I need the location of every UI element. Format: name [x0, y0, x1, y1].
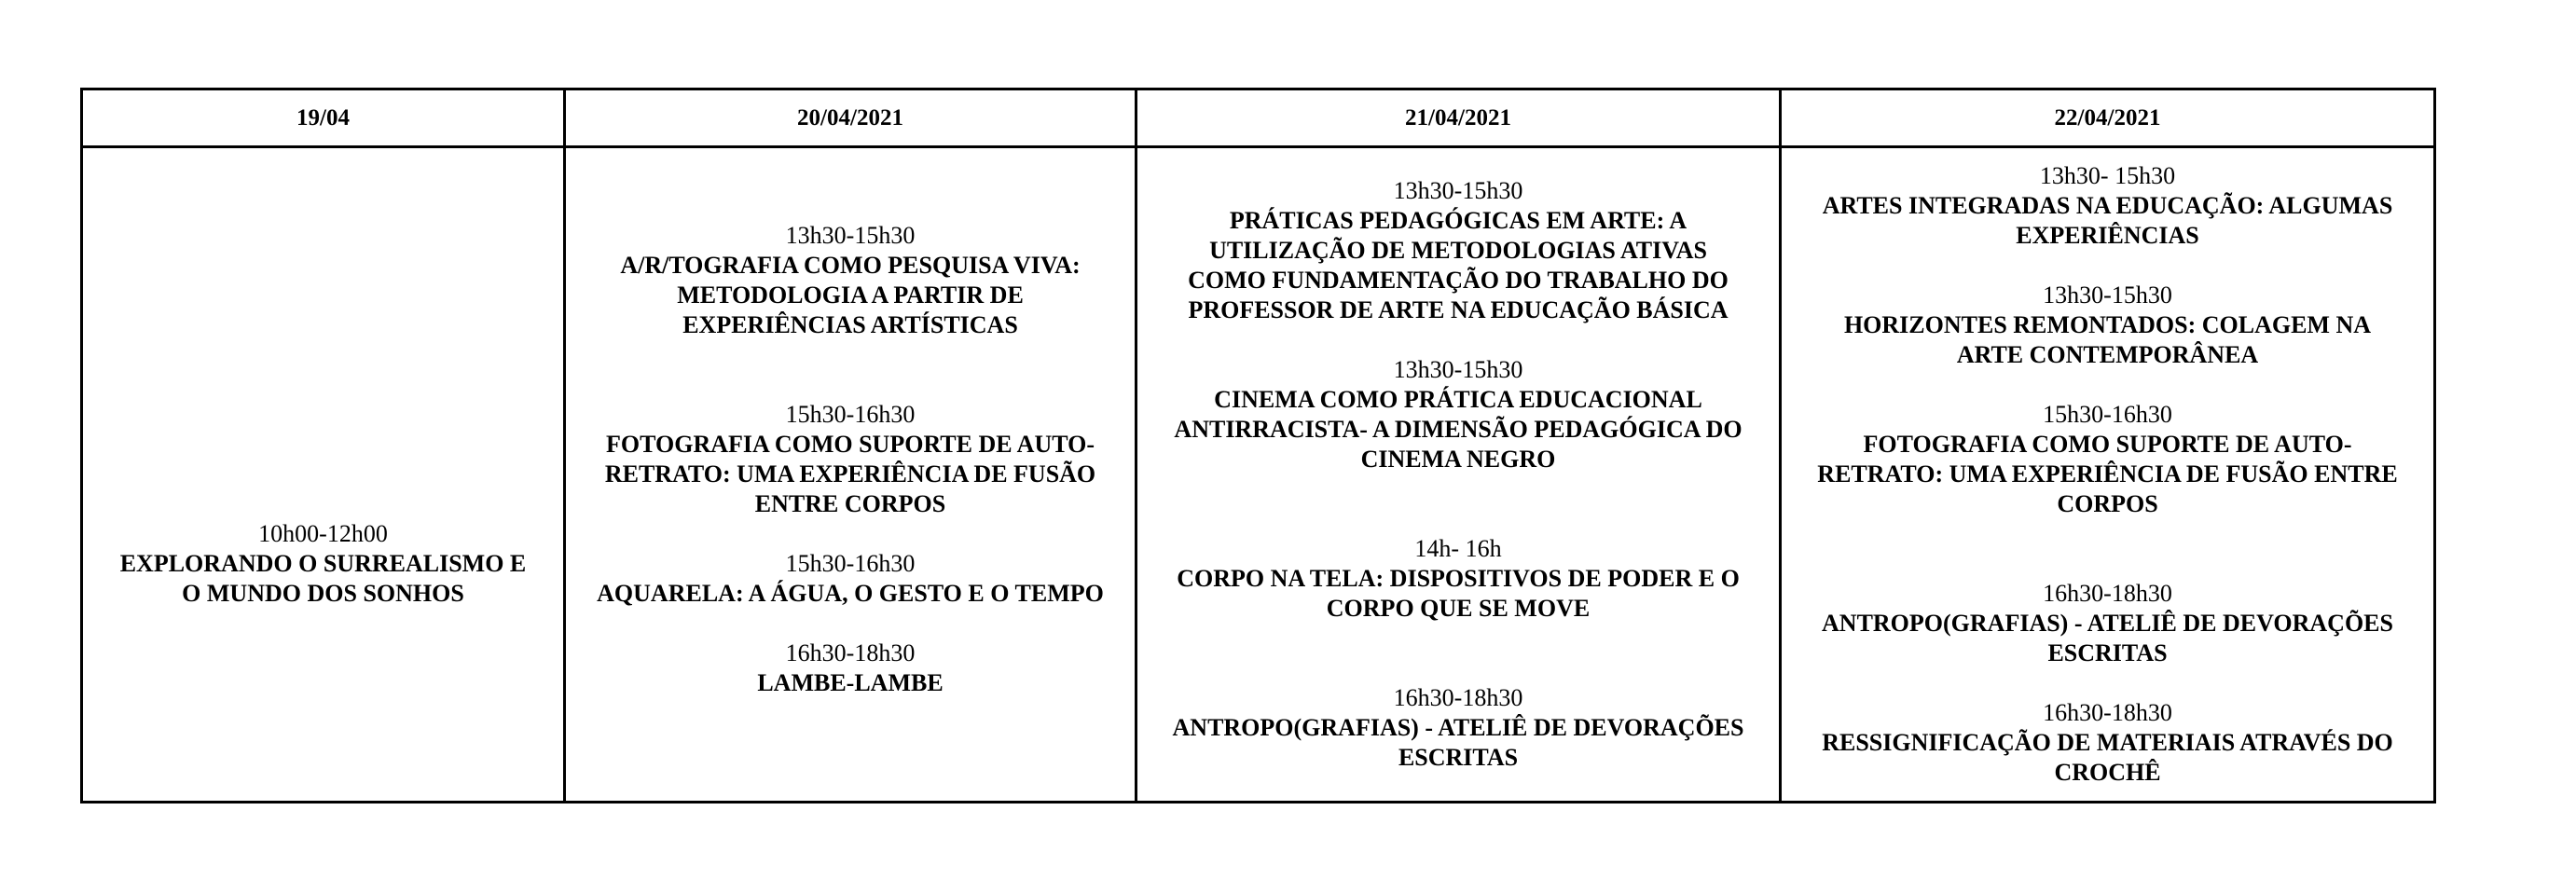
header-date-20-04-2021: 20/04/2021: [797, 104, 903, 130]
session-entry: [1137, 534, 1779, 624]
session-time: 13h30-15h30: [785, 222, 916, 249]
session-entry: [1137, 355, 1779, 474]
session-title: PRÁTICAS PEDAGÓGICAS EM ARTE: A UTILIZAÇÃO DE METODOLOGIAS ATIVAS COMO FUNDAMENTAÇÃO DO TRABALHO DO PROFESSOR DE ARTE NA EDUCAÇÃO BÁSICA: [1188, 207, 1729, 323]
session-title: A/R/TOGRAFIA COMO PESQUISA VIVA: METODOLOGIA A PARTIR DE EXPERIÊNCIAS ARTÍSTICAS: [620, 252, 1081, 338]
session-title: FOTOGRAFIA COMO SUPORTE DE AUTO- RETRATO: UMA EXPERIÊNCIA DE FUSÃO ENTRE CORPOS: [604, 431, 1096, 517]
session-title: EXPLORANDO O SURREALISMO E O MUNDO DOS SONHOS: [119, 550, 527, 607]
session-time: 13h30-15h30: [2043, 282, 2172, 309]
header-date-22-04-2021: 22/04/2021: [2054, 104, 2161, 130]
day-column-21-04-2021: [1137, 148, 1779, 801]
session-title: ARTES INTEGRADAS NA EDUCAÇÃO: ALGUMAS EXPERIÊNCIAS: [1822, 192, 2393, 249]
session-time: 13h30-15h30: [1393, 177, 1523, 204]
session-time: 16h30-18h30: [2043, 699, 2172, 726]
day-column-19-04: [83, 148, 563, 801]
session-time: 13h30- 15h30: [2039, 162, 2176, 189]
session-time: 16h30-18h30: [2043, 580, 2172, 607]
session-time: 13h30-15h30: [1393, 356, 1523, 383]
session-title: RESSIGNIFICAÇÃO DE MATERIAIS ATRAVÉS DO CROCHÊ: [1822, 729, 2393, 786]
header-date-21-04-2021: 21/04/2021: [1405, 104, 1511, 130]
session-title: ANTROPO(GRAFIAS) - ATELIÊ DE DEVORAÇÕES ESCRITAS: [1172, 714, 1744, 771]
session-entry: [1782, 400, 2433, 519]
session-time: 14h- 16h: [1414, 535, 1502, 562]
session-time: 15h30-16h30: [2043, 401, 2172, 428]
session-time: 10h00-12h00: [258, 520, 388, 547]
session-entry: [566, 400, 1135, 519]
session-time: 16h30-18h30: [785, 639, 916, 666]
session-title: FOTOGRAFIA COMO SUPORTE DE AUTO- RETRATO: UMA EXPERIÊNCIA DE FUSÃO ENTRE CORPOS: [1817, 431, 2398, 517]
header-date-19-04: 19/04: [296, 104, 350, 130]
session-entry: [1782, 698, 2433, 788]
session-entry: [83, 519, 563, 609]
header-row: [83, 90, 2433, 148]
session-entry: [566, 549, 1135, 609]
session-title: ANTROPO(GRAFIAS) - ATELIÊ DE DEVORAÇÕES ESCRITAS: [1822, 610, 2393, 666]
session-entry: [1137, 683, 1779, 773]
session-title: AQUARELA: A ÁGUA, O GESTO E O TEMPO: [597, 580, 1104, 607]
session-entry: [566, 221, 1135, 340]
session-entry: [1137, 176, 1779, 325]
session-entry: [1782, 579, 2433, 668]
day-column-22-04-2021: [1782, 148, 2433, 801]
session-time: 15h30-16h30: [785, 401, 916, 428]
session-title: CORPO NA TELA: DISPOSITIVOS DE PODER E O CORPO QUE SE MOVE: [1177, 565, 1740, 622]
session-title: CINEMA COMO PRÁTICA EDUCACIONAL ANTIRRACISTA- A DIMENSÃO PEDAGÓGICA DO CINEMA NEGRO: [1174, 386, 1743, 473]
session-entry: [1782, 161, 2433, 251]
session-time: 16h30-18h30: [1393, 684, 1523, 711]
session-entry: [1782, 281, 2433, 370]
session-title: LAMBE-LAMBE: [757, 669, 944, 696]
schedule-table: [80, 88, 2436, 803]
session-entry: [566, 639, 1135, 698]
session-time: 15h30-16h30: [785, 550, 916, 577]
session-title: HORIZONTES REMONTADOS: COLAGEM NA ARTE CONTEMPORÂNEA: [1843, 311, 2372, 368]
day-column-20-04-2021: [566, 148, 1135, 801]
